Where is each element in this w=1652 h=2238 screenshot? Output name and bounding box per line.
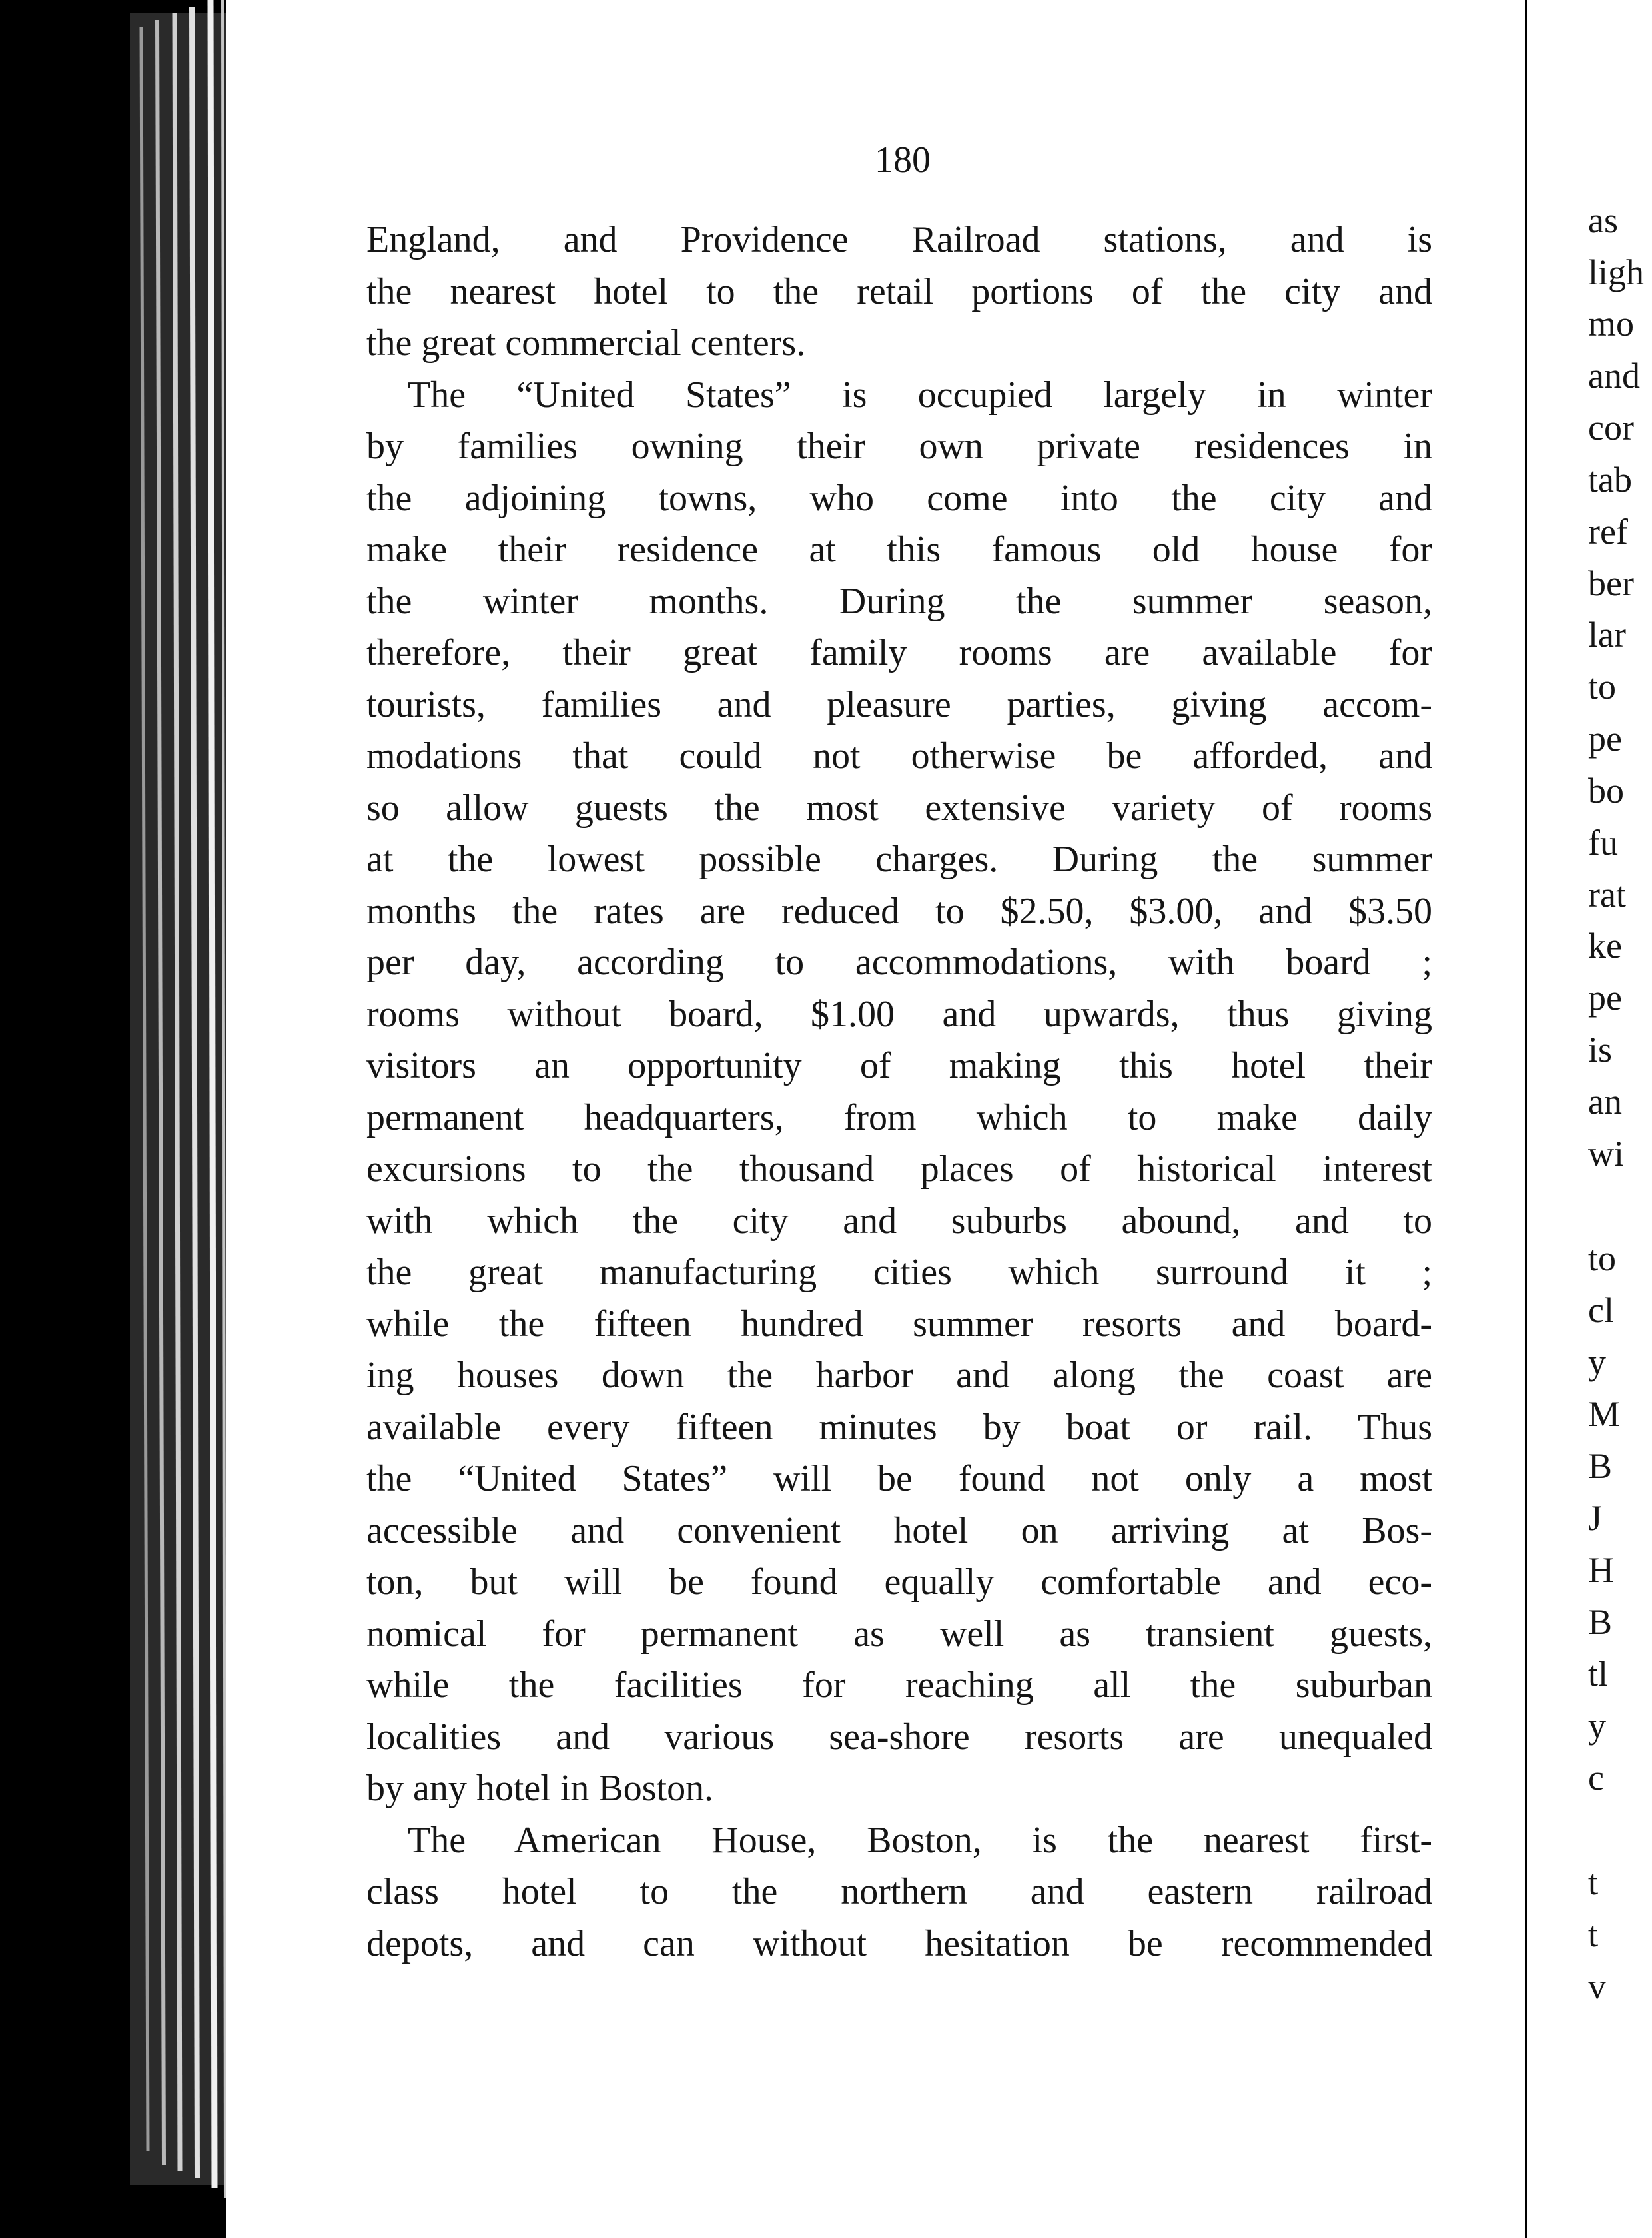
facing-page-fragment: and	[1588, 356, 1640, 396]
text-line: accessible and convenient hotel on arriving at Bos-	[366, 1509, 1432, 1551]
facing-page-fragment: c	[1588, 1758, 1604, 1798]
text-line: by any hotel in Boston.	[366, 1768, 714, 1809]
facing-page-edge	[1527, 0, 1652, 2238]
facing-page-fragment: B	[1588, 1446, 1613, 1486]
text-line: depots, and can without hesitation be recommended	[366, 1922, 1432, 1964]
facing-page-fragment: fu	[1588, 823, 1618, 863]
text-line: ing houses down the harbor and along the coast are	[366, 1355, 1432, 1396]
text-line: the great manufacturing cities which surround it ;	[366, 1252, 1432, 1293]
facing-page-fragment: ref	[1588, 512, 1628, 552]
text-line: ton, but will be found equally comfortable and eco-	[366, 1561, 1432, 1603]
facing-page-fragment: t	[1588, 1914, 1599, 1954]
text-line: while the facilities for reaching all the suburban	[366, 1665, 1432, 1706]
text-line: the nearest hotel to the retail portions of the city and	[366, 270, 1432, 312]
text-line: The American House, Boston, is the nearest first-	[408, 1819, 1432, 1861]
facing-page-fragment: cl	[1588, 1290, 1614, 1330]
facing-page-fragment: wi	[1588, 1134, 1624, 1174]
facing-page-fragment: cor	[1588, 408, 1634, 448]
facing-page-fragment: y	[1588, 1342, 1606, 1382]
text-line: rooms without board, $1.00 and upwards, thus giving	[366, 993, 1432, 1035]
text-line: tourists, families and pleasure parties, giving accom-	[366, 683, 1432, 725]
facing-page-fragment: t	[1588, 1862, 1599, 1902]
facing-page-fragment: ligh	[1588, 252, 1645, 292]
facing-page-fragment: as	[1588, 200, 1618, 240]
text-line: months the rates are reduced to $2.50, $3.00, and $3.50	[366, 890, 1432, 932]
facing-page-fragment: bo	[1588, 771, 1624, 811]
facing-page-fragment: tl	[1588, 1654, 1609, 1694]
text-line: by families owning their own private residences in	[366, 426, 1432, 467]
facing-page-fragment: to	[1588, 1238, 1617, 1278]
facing-page-fragment: rat	[1588, 875, 1626, 915]
text-line: class hotel to the northern and eastern railroad	[366, 1871, 1432, 1912]
text-line: permanent headquarters, from which to make daily	[366, 1096, 1432, 1138]
text-line: available every fifteen minutes by boat or rail. Thus	[366, 1406, 1432, 1448]
facing-page-fragment: pe	[1588, 978, 1622, 1018]
text-line: excursions to the thousand places of historical interest	[366, 1148, 1432, 1190]
facing-page-fragment: y	[1588, 1706, 1606, 1746]
facing-page-fragment: tab	[1588, 460, 1632, 500]
facing-page-fragment: H	[1588, 1550, 1614, 1590]
facing-page-fragment: v	[1588, 1966, 1606, 2006]
text-line: visitors an opportunity of making this hotel their	[366, 1045, 1432, 1086]
facing-page-fragment: lar	[1588, 615, 1626, 655]
text-line: modations that could not otherwise be afforded, and	[366, 735, 1432, 777]
facing-page-fragment: ke	[1588, 926, 1622, 966]
text-line: per day, according to accommodations, with board ;	[366, 942, 1432, 983]
text-line: at the lowest possible charges. During the summer	[366, 839, 1432, 880]
text-line: so allow guests the most extensive variety of rooms	[366, 787, 1432, 829]
facing-page-fragment: B	[1588, 1602, 1613, 1642]
text-line: the winter months. During the summer season,	[366, 580, 1432, 622]
text-line: with which the city and suburbs abound, and to	[366, 1200, 1432, 1242]
facing-page-fragment: pe	[1588, 719, 1622, 759]
text-line: localities and various sea-shore resorts are unequaled	[366, 1716, 1432, 1758]
facing-page-fragment: to	[1588, 667, 1617, 707]
text-line: the adjoining towns, who come into the city and	[366, 477, 1432, 519]
text-line: the “United States” will be found not only a most	[366, 1458, 1432, 1499]
text-line: therefore, their great family rooms are available for	[366, 632, 1432, 673]
text-line: while the fifteen hundred summer resorts and board-	[366, 1303, 1432, 1345]
text-line: make their residence at this famous old house for	[366, 529, 1432, 570]
body-text	[366, 214, 1432, 1970]
facing-page-fragment: M	[1588, 1394, 1621, 1434]
facing-page-fragment: J	[1588, 1498, 1603, 1538]
facing-page-fragment: mo	[1588, 304, 1635, 344]
text-line: The “United States” is occupied largely in winter	[408, 374, 1432, 416]
text-line: nomical for permanent as well as transient guests,	[366, 1613, 1432, 1655]
text-line: the great commercial centers.	[366, 322, 806, 364]
facing-page-fragment: ber	[1588, 563, 1634, 603]
text-line: England, and Providence Railroad stations, and is	[366, 219, 1432, 260]
facing-page-fragment: an	[1588, 1082, 1622, 1122]
facing-page-fragment: is	[1588, 1030, 1613, 1070]
page-number: 180	[875, 139, 931, 181]
